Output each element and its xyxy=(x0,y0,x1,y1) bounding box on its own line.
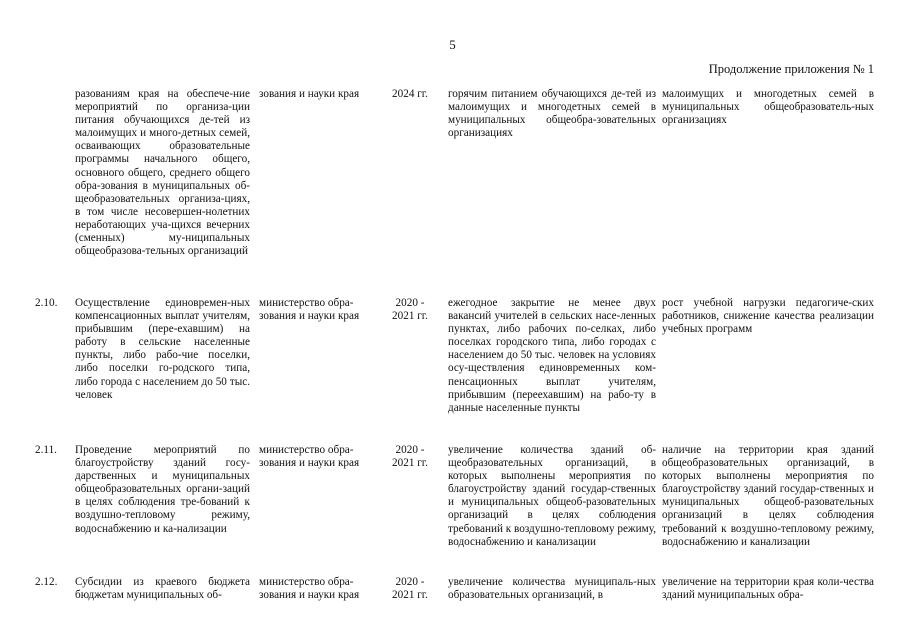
consequence: увеличение на территории края коли-чества зданий муниципальных обра- xyxy=(662,576,874,602)
executor: министерство обра-зования и науки края xyxy=(259,444,360,470)
expected-result: увеличение количества муниципаль-ных образовательных организаций, в xyxy=(448,576,656,602)
consequence: рост учебной нагрузки педагогиче-ских работников, снижение качества реализации учебных программ xyxy=(662,297,874,336)
expected-result: ежегодное закрытие не менее двух вакансий учителей в сельских насе-ленных пунктах, либо рабочих по-селках, либо поселках городского типа, либо городах с населением до 50 тыс. человек на условиях осу-ществления единовременных ком-пенсационных выплат учителям, прибывшим (переехавшим) на рабо-ту в данные населенные пункты xyxy=(448,297,656,414)
term: 2020 - 2021 гг. xyxy=(392,576,428,602)
consequence: наличие на территории края зданий общеобразовательных организаций, в которых выполнены мероприятия по благоустройству зданий государ-ственных и муниципальных общеоб-разовательных организаций в целях соблюдения требований к воздушно-тепловому режиму, водоснабжению и канализации xyxy=(662,444,874,548)
executor: министерство обра-зования и науки края xyxy=(259,297,360,323)
consequence: малоимущих и многодетных семей в муниципальных общеобразователь-ных организациях xyxy=(662,88,874,127)
page-number: 5 xyxy=(449,37,456,52)
executor: зования и науки края xyxy=(259,88,360,100)
row-number: 2.10. xyxy=(35,297,58,309)
measure-text: Осуществление единовремен-ных компенсационных выплат учителям, прибывшим (пере-ехавшим) на работу в сельские населенные пункты, либо рабо-чие поселки, либо поселки го-родского типа, либо города с населением до 50 тыс. человек xyxy=(75,297,250,401)
row-number: 2.12. xyxy=(35,576,58,588)
executor: министерство обра-зования и науки края xyxy=(259,576,360,602)
appendix-continuation-label: Продолжение приложения № 1 xyxy=(708,62,874,76)
measure-text: разованиям края на обеспече-ние мероприятий по организа-ции питания обучающихся де-тей из малоимущих и много-детных семей, осваивающих образовательные программы начального общего, основного общего, среднего общего обра-зования в муниципальных об-щеобразовательных организа-циях, в том числе несовершен-нолетних неработающих уча-щихся вечерних (сменных) му-ниципальных общеобразова-тельных организаций xyxy=(75,88,250,258)
expected-result: горячим питанием обучающихся де-тей из малоимущих и многодетных семей в муниципальных общеобра-зовательных организациях xyxy=(448,88,656,140)
expected-result: увеличение количества зданий об-щеобразовательных организаций, в которых выполнены мероприятия по благоустройству зданий государ-ственных и муниципальных общеоб-разовательных организаций в целях соблюдения требований к воздушно-тепловому режиму, водоснабжению и канализации xyxy=(448,444,656,548)
term: 2020 - 2021 гг. xyxy=(392,297,428,323)
term: 2024 гг. xyxy=(392,88,428,100)
row-number: 2.11. xyxy=(35,444,57,456)
measure-text: Субсидии из краевого бюджета бюджетам муниципальных об- xyxy=(75,576,250,602)
measure-text: Проведение мероприятий по благоустройству зданий госу-дарственных и муниципальных общеобразовательных органи-заций в целях соблюдения тре-бований к воздушно-тепловому режиму, водоснабжению и ка-нализации xyxy=(75,444,250,535)
term: 2020 - 2021 гг. xyxy=(392,444,428,470)
